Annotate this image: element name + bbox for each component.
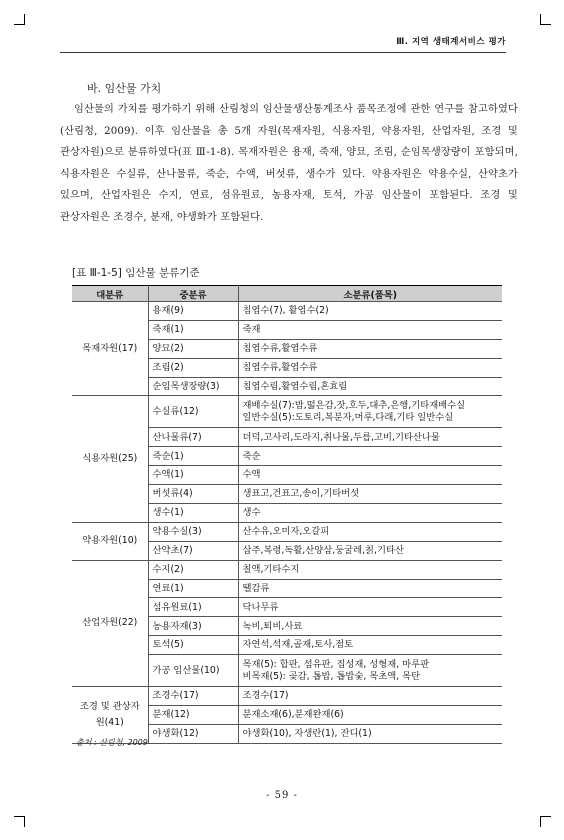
- mid-category-cell: 조림(2): [148, 358, 238, 377]
- detail-items-cell: [238, 579, 502, 598]
- header-major: 대분류: [72, 286, 148, 302]
- table-row: [72, 560, 502, 579]
- detail-line: 야생화(10), 자생란(1), 잔디(1): [242, 728, 372, 740]
- detail-line: 닥나무류: [242, 601, 279, 613]
- detail-items-cell: [238, 560, 502, 579]
- detail-items-cell: [238, 655, 502, 687]
- detail-items-cell: [238, 522, 502, 541]
- page-number: - 59 -: [266, 790, 298, 801]
- running-header: [60, 34, 506, 53]
- crop-mark-top-right: [540, 14, 551, 25]
- detail-line: 침엽수림,활엽수림,혼효림: [242, 380, 348, 392]
- mid-category-cell: 양묘(2): [148, 339, 238, 358]
- major-category-cell: 목재자원(17): [72, 302, 148, 396]
- detail-line: 조경수(17): [242, 690, 289, 702]
- mid-category-cell: 순임목생장량(3): [148, 377, 238, 396]
- table-header-row: [72, 286, 502, 302]
- mid-category-cell: 수실류(12): [148, 396, 238, 428]
- major-category-cell: 식용자원(25): [72, 396, 148, 522]
- running-header-title: Ⅲ. 지역 생태계서비스 평가: [396, 37, 506, 47]
- detail-line: 침엽수(7), 활엽수(2): [242, 305, 329, 317]
- table-row: [72, 522, 502, 541]
- mid-category-cell: 야생화(12): [148, 724, 238, 743]
- mid-category-cell: 산나물류(7): [148, 428, 238, 447]
- table-row: [72, 396, 502, 428]
- mid-category-cell: 산약초(7): [148, 541, 238, 560]
- mid-category-cell: 죽재(1): [148, 320, 238, 339]
- mid-category-cell: 수지(2): [148, 560, 238, 579]
- mid-category-cell: 생수(1): [148, 504, 238, 523]
- detail-line: 녹비,퇴비,사료: [242, 620, 303, 632]
- detail-items-cell: [238, 320, 502, 339]
- detail-items-cell: [238, 396, 502, 428]
- header-mid: 중분류: [148, 286, 238, 302]
- detail-line: 비목재(5): 곶감, 톱밥, 톱밥숯, 목초액, 목탄: [242, 670, 421, 682]
- mid-category-cell: 토석(5): [148, 636, 238, 655]
- major-category-cell: 산업자원(22): [72, 560, 148, 686]
- detail-line: 삽주,복령,독활,산양삼,둥굴레,칡,기타산: [242, 544, 404, 556]
- detail-items-cell: [238, 485, 502, 504]
- detail-items-cell: [238, 541, 502, 560]
- detail-items-cell: [238, 428, 502, 447]
- detail-items-cell: [238, 466, 502, 485]
- classification-table: [72, 285, 502, 744]
- detail-line: 침엽수류,활엽수류: [242, 342, 318, 354]
- header-detail: 소분류(품목): [238, 286, 502, 302]
- mid-category-cell: 약용수실(3): [148, 522, 238, 541]
- mid-category-cell: 섬유원료(1): [148, 598, 238, 617]
- detail-items-cell: [238, 636, 502, 655]
- crop-mark-bottom-left: [14, 816, 25, 827]
- detail-line: 생수: [242, 507, 261, 519]
- detail-line: 침엽수류,활엽수류: [242, 361, 318, 373]
- table-row: [72, 302, 502, 321]
- detail-line: 분재소재(6),분재완재(6): [242, 709, 344, 721]
- mid-category-cell: 버섯류(4): [148, 485, 238, 504]
- source-note: 출처 : 산림청, 2009: [76, 738, 148, 747]
- detail-line: 재배수실(7):밤,떫은감,잣,호두,대추,은행,기타재배수실: [242, 400, 466, 412]
- detail-items-cell: [238, 358, 502, 377]
- section-title: 바. 임산물 가치: [87, 82, 162, 95]
- detail-items-cell: [238, 598, 502, 617]
- table-row: [72, 687, 502, 706]
- detail-line: 산수유,오미자,오갈피: [242, 526, 330, 538]
- detail-items-cell: [238, 302, 502, 321]
- detail-items-cell: [238, 447, 502, 466]
- detail-items-cell: [238, 339, 502, 358]
- body-paragraph: 임산물의 가치를 평가하기 위해 산림청의 임산물생산통계조사 품목조정에 관한 연구를 참고하였다(산림청, 2009). 이후 임산물을 총 5개 자원(목재자원, 식용자원, 약용자원, 산업자원, 조경 및 관상자원)으로 분류하였다(표 Ⅲ-1-8). 목재자원은 용재, 죽재, 양묘, 조림, 순임목생장량이 포함되며, 식용자원은 수실류, 산나물류, 죽순, 수액, 버섯류, 생수가 있다. 약용자원은 약용수실, 산약초가 있으며, 산업자원은 수지, 연료, 섬유원료, 농용자재, 토석, 가공 임산물이 포함된다. 조경 및 관상자원은 조경수, 분재, 야생화가 포함된다.: [60, 104, 518, 223]
- detail-line: 목재(5): 합판, 섬유판, 집성재, 성형재, 마루판: [242, 659, 430, 671]
- mid-category-cell: 조경수(17): [148, 687, 238, 706]
- crop-mark-bottom-right: [540, 816, 551, 827]
- detail-line: 죽순: [242, 450, 261, 462]
- mid-category-cell: 분재(12): [148, 706, 238, 725]
- detail-line: 수액: [242, 469, 261, 481]
- major-category-cell: 약용자원(10): [72, 522, 148, 560]
- detail-items-cell: [238, 724, 502, 743]
- detail-line: 일반수실(5):도토리,복분자,머루,다래,기타 일반수실: [242, 411, 454, 423]
- detail-items-cell: [238, 504, 502, 523]
- detail-line: 생표고,건표고,송이,기타버섯: [242, 488, 360, 500]
- mid-category-cell: 가공 임산물(10): [148, 655, 238, 687]
- mid-category-cell: 농용자재(3): [148, 617, 238, 636]
- detail-line: 죽재: [242, 324, 261, 336]
- detail-line: 땔감류: [242, 582, 270, 594]
- mid-category-cell: 수액(1): [148, 466, 238, 485]
- major-category-cell: 조경 및 관상자원(41): [72, 687, 148, 744]
- detail-line: 더덕,고사리,도라지,취나물,두릅,고비,기타산나물: [242, 431, 440, 443]
- detail-items-cell: [238, 687, 502, 706]
- table-body: [72, 302, 502, 744]
- detail-items-cell: [238, 617, 502, 636]
- crop-mark-top-left: [14, 14, 25, 25]
- table-caption: [표 Ⅲ-1-5] 임산물 분류기준: [72, 267, 200, 279]
- mid-category-cell: 연료(1): [148, 579, 238, 598]
- mid-category-cell: 용재(9): [148, 302, 238, 321]
- mid-category-cell: 죽순(1): [148, 447, 238, 466]
- detail-line: 칠액,기타수지: [242, 563, 300, 575]
- detail-items-cell: [238, 706, 502, 725]
- detail-line: 자연석,석재,골재,토사,점토: [242, 639, 354, 651]
- detail-items-cell: [238, 377, 502, 396]
